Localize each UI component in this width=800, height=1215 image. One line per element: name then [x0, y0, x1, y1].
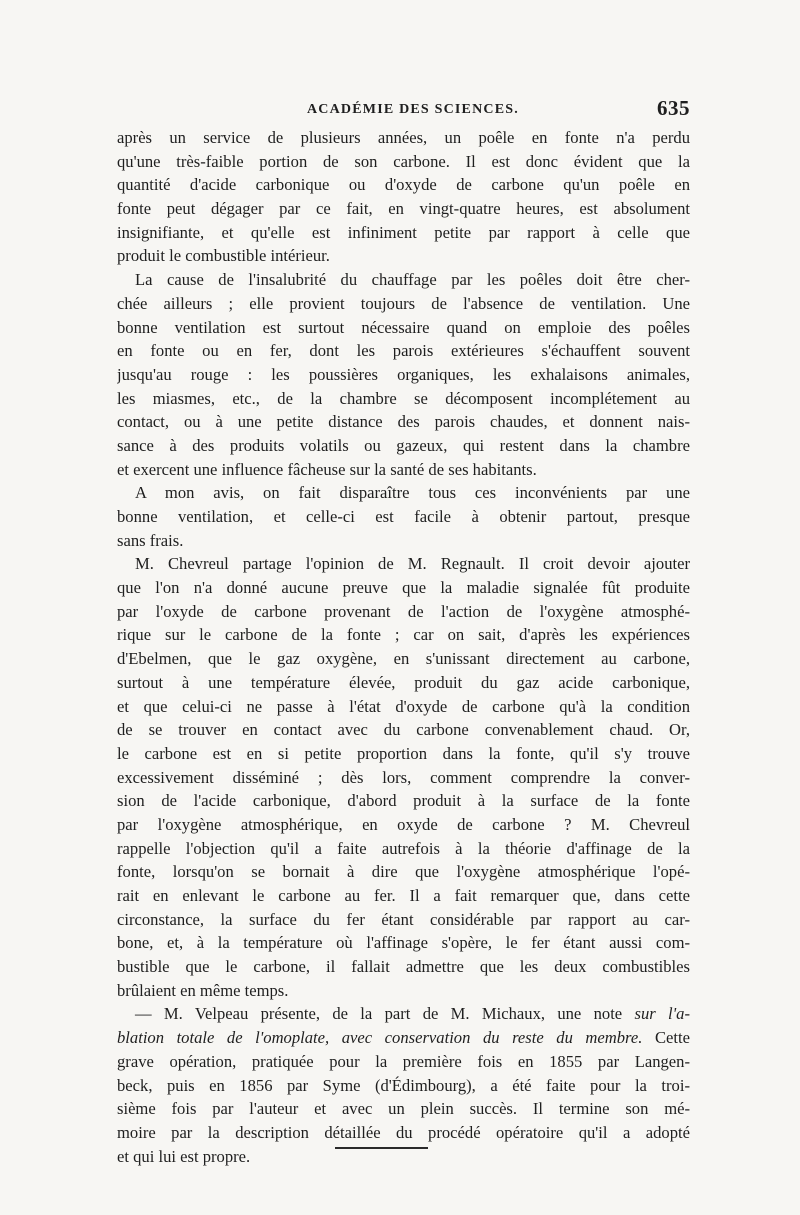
note-title-start: sur l'a-	[634, 1004, 690, 1024]
note-title-end: blation totale de l'omoplate, avec conservation du reste du membre.	[117, 1028, 643, 1048]
text-line: fonte, lorsqu'on se bornait à dire que l'oxygène atmosphérique l'opé-	[117, 862, 690, 882]
text-line: rappelle l'objection qu'il a faite autrefois à la théorie d'affinage de la	[117, 838, 690, 858]
text-line	[117, 1026, 690, 1050]
text-line: bonne ventilation est surtout nécessaire quand on emploie des poêles	[117, 317, 690, 337]
text-line: et que celui-ci ne passe à l'état d'oxyde de carbone qu'à la condition	[117, 696, 690, 716]
text-line: brûlaient en même temps.	[117, 980, 289, 1000]
text-line: sance à des produits volatils ou gazeux, qui restent dans la chambre	[117, 435, 690, 455]
text-line: A mon avis, on fait disparaître tous ces inconvénients par une	[135, 483, 690, 503]
text-line: rait en enlevant le carbone au fer. Il a fait remarquer que, dans cette	[117, 886, 690, 905]
page-number: 635	[657, 96, 690, 120]
text-line: qu'une très-faible portion de son carbone. Il est donc évident que la	[117, 151, 690, 171]
text-line: sième fois par l'auteur et avec un plein succès. Il termine son mé-	[117, 1099, 690, 1119]
text-line: surtout à une température élevée, produit du gaz acide carbonique,	[117, 672, 690, 692]
text-line: beck, puis en 1856 par Syme (d'Édimbourg), a été faite pour la troi-	[117, 1075, 690, 1095]
text-line: M. Chevreul partage l'opinion de M. Regnault. Il croit devoir ajouter	[135, 554, 690, 574]
text-line: en fonte ou en fer, dont les parois extérieures s'échauffent souvent	[117, 341, 690, 361]
text-line: par l'oxygène atmosphérique, en oxyde de carbone ? M. Chevreul	[117, 814, 690, 834]
text-line: insignifiante, et qu'elle est infiniment petite par rapport à celle que	[117, 222, 690, 242]
text-line: bustible que le carbone, il fallait admettre que les deux combustibles	[117, 957, 690, 977]
text-line: que l'on n'a donné aucune preuve que la maladie signalée fût produite	[117, 578, 690, 598]
paragraph-velpeau	[117, 1002, 690, 1168]
text-line: les miasmes, etc., de la chambre se décomposent incomplétement au	[117, 388, 690, 408]
text-line: La cause de l'insalubrité du chauffage par les poêles doit être cher-	[135, 270, 690, 290]
text-line: grave opération, pratiquée pour la première fois en 1855 par Langen-	[117, 1051, 690, 1071]
running-head	[117, 96, 690, 122]
text-line: de se trouver en contact avec du carbone convenablement chaud. Or,	[117, 720, 690, 740]
body-text	[117, 126, 690, 1168]
text-line: sion de l'acide carbonique, d'abord produit à la surface de la fonte	[117, 791, 690, 811]
text-line: sans frais.	[117, 530, 184, 550]
running-title: ACADÉMIE DES SCIENCES.	[307, 102, 519, 117]
text-line: bone, et, à la température où l'affinage s'opère, le fer étant aussi com-	[117, 933, 690, 953]
text-line: bonne ventilation, et celle-ci est facile à obtenir partout, presque	[117, 507, 690, 526]
section-divider	[335, 1147, 428, 1149]
paragraph-chevreul	[117, 552, 690, 1002]
text-line: le carbone est en si petite proportion dans la fonte, qu'il s'y trouve	[117, 743, 690, 763]
paragraph-continued	[117, 126, 690, 268]
text-line: circonstance, la surface du fer étant considérable par rapport au car-	[117, 909, 690, 929]
text-line: rique sur le carbone de la fonte ; car on sait, d'après les expériences	[117, 625, 690, 645]
text-line: d'Ebelmen, que le gaz oxygène, en s'unissant directement au carbone,	[117, 649, 690, 669]
text-line: et qui lui est propre.	[117, 1146, 251, 1166]
text-line: chée ailleurs ; elle provient toujours de l'absence de ventilation. Une	[117, 293, 690, 313]
text-line: jusqu'au rouge : les poussières organiques, les exhalaisons animales,	[117, 364, 690, 384]
text-line: contact, ou à une petite distance des parois chaudes, et donnent nais-	[117, 412, 690, 432]
text-line: fonte peut dégager par ce fait, en vingt-quatre heures, est absolument	[117, 199, 690, 219]
text-line: quantité d'acide carbonique ou d'oxyde de carbone qu'un poêle en	[117, 175, 690, 195]
paragraph-ventilation	[117, 268, 690, 481]
text-line: produit le combustible intérieur.	[117, 246, 330, 266]
text-line: moire par la description détaillée du procédé opératoire qu'il a adopté	[117, 1122, 690, 1142]
text-line: et exercent une influence fâcheuse sur la santé de ses habitants.	[117, 459, 537, 479]
paragraph-avis	[117, 481, 690, 552]
velpeau-intro: — M. Velpeau présente, de la part de M. Michaux, une note	[135, 1004, 623, 1024]
text-line: par l'oxyde de carbone provenant de l'action de l'oxygène atmosphé-	[117, 601, 690, 621]
text-fragment: Cette	[654, 1028, 690, 1048]
text-line	[117, 1002, 690, 1026]
text-line: excessivement disséminé ; dès lors, comment comprendre la conver-	[117, 767, 690, 787]
text-line: après un service de plusieurs années, un poêle en fonte n'a perdu	[117, 128, 690, 147]
